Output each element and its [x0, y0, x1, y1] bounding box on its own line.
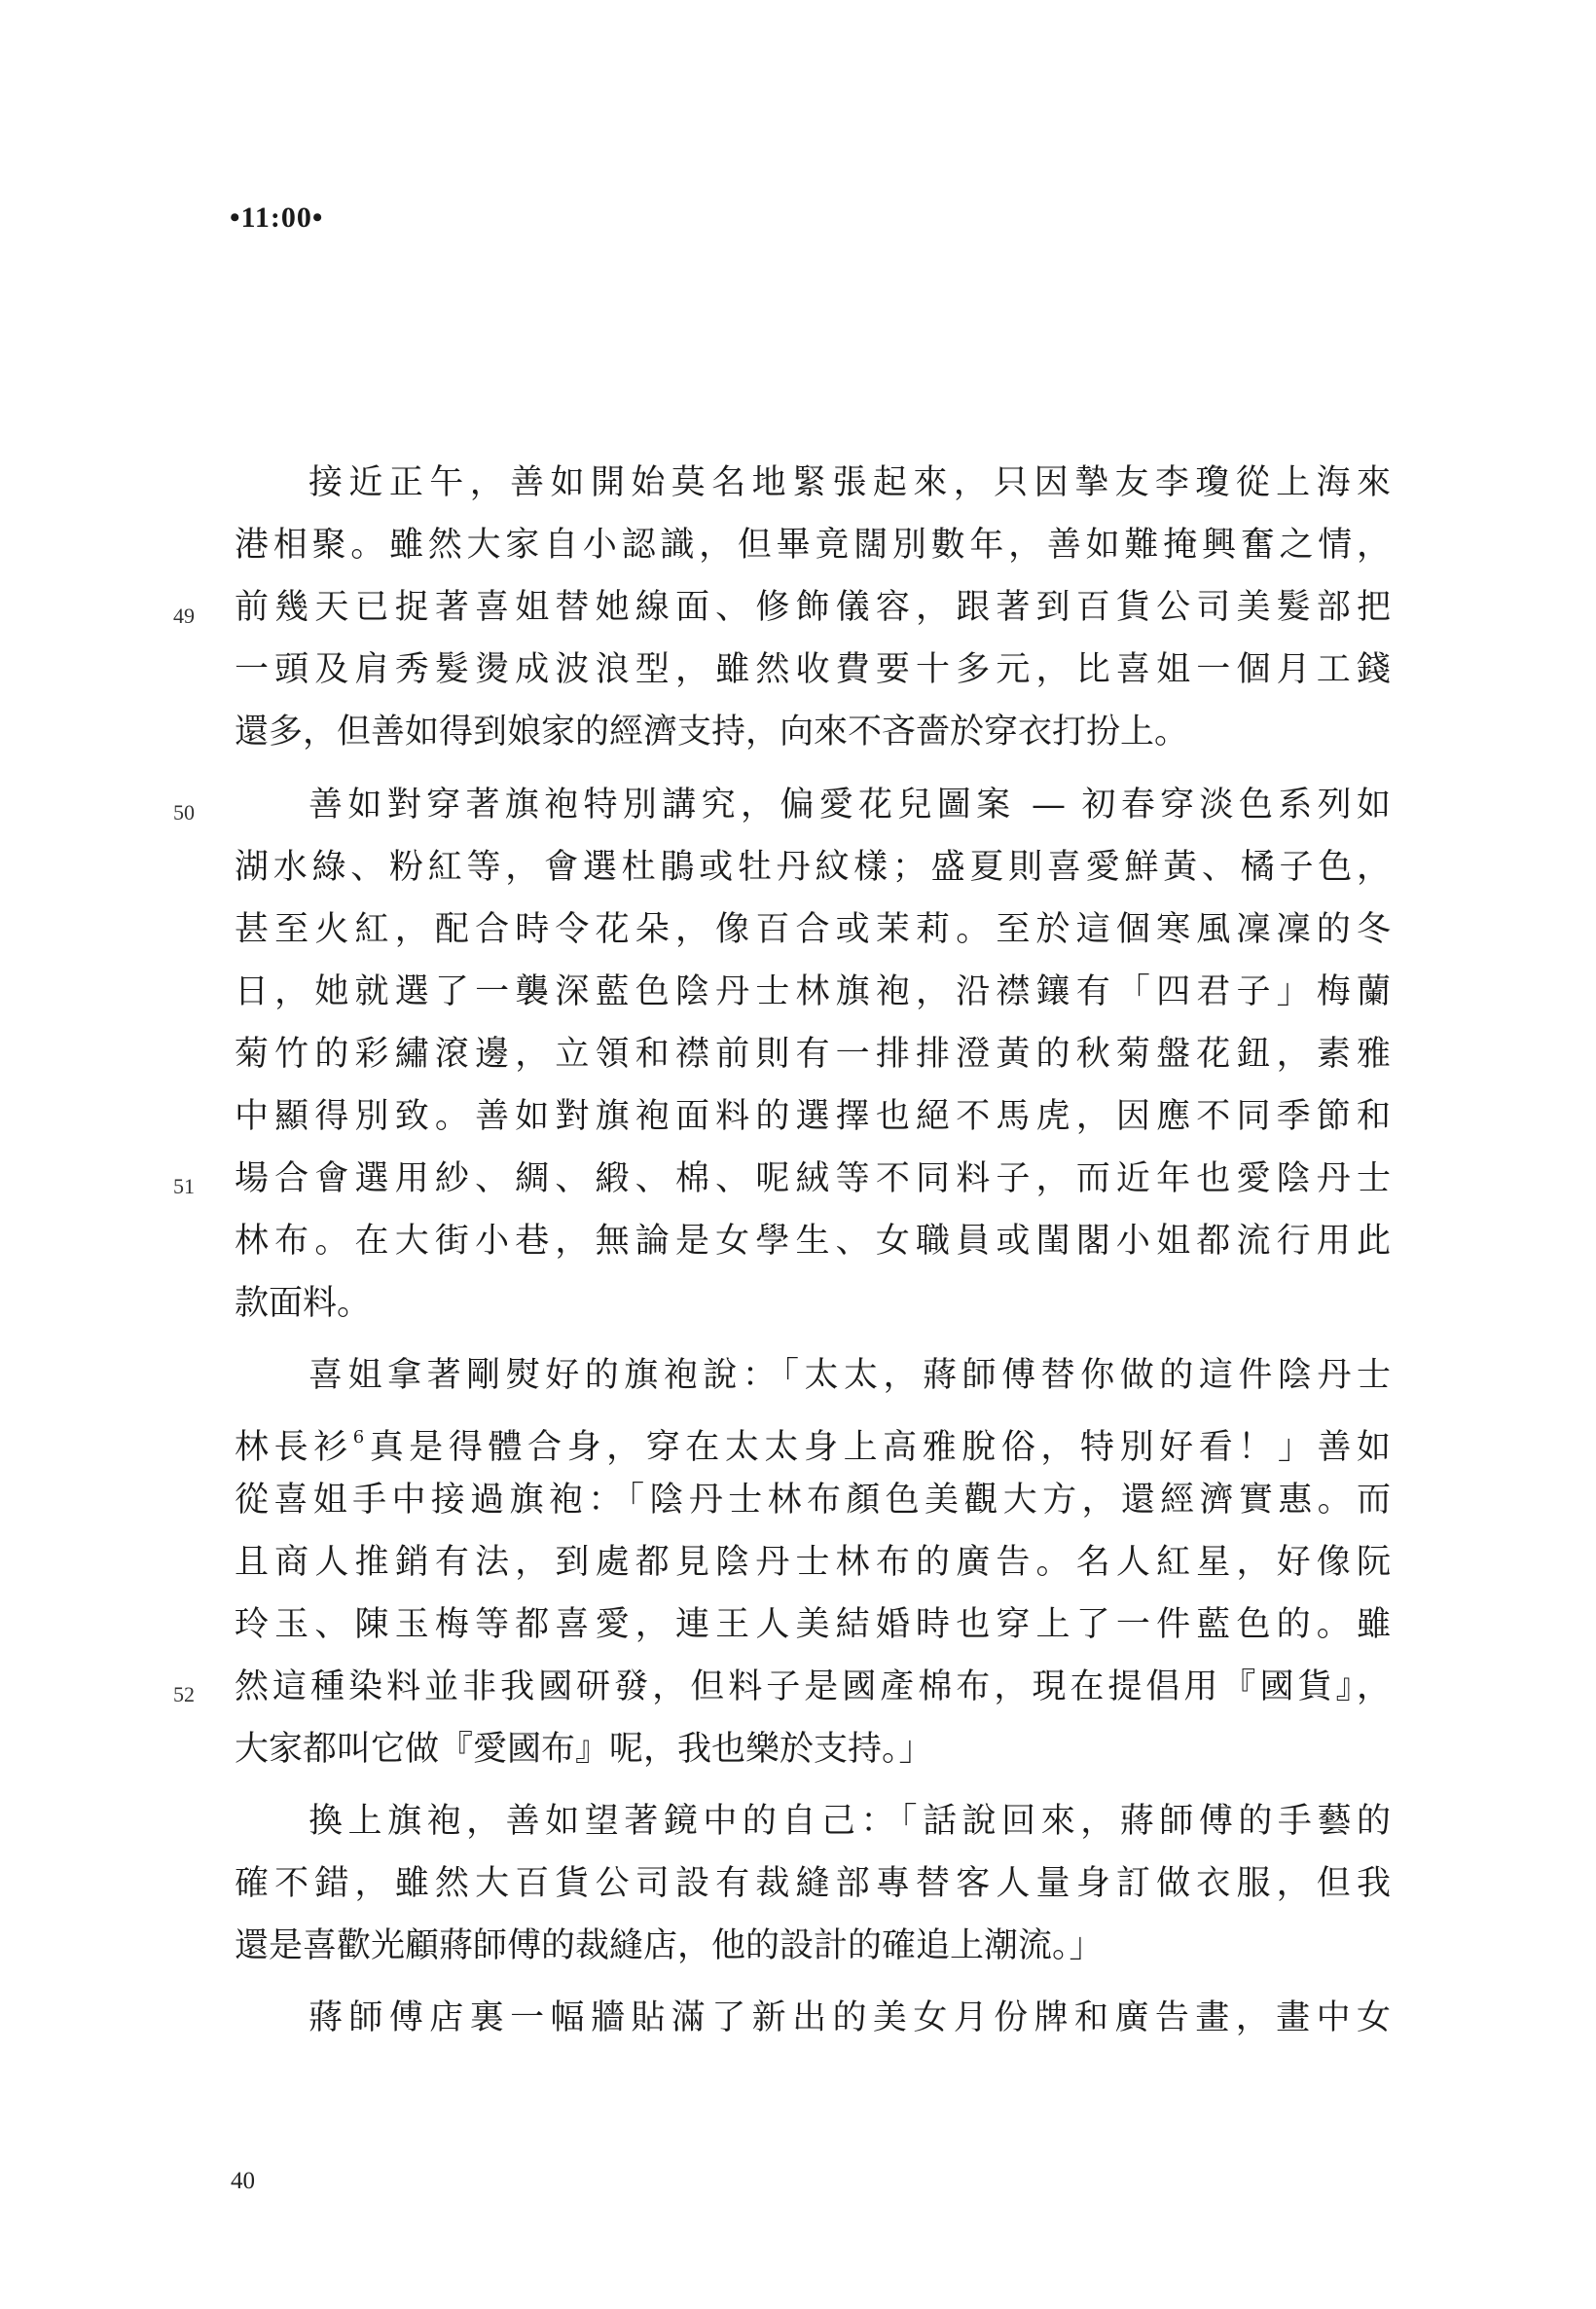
- chapter-time-header: •11:00•: [230, 202, 324, 234]
- text-line: 前幾天已捉著喜姐替她線面、修飾儀容，跟著到百貨公司美髮部把: [235, 588, 1391, 627]
- text-line: 善如對穿著旗袍特別講究，偏愛花兒圖案 — 初春穿淡色系列如: [308, 786, 1391, 825]
- text-line: 一頭及肩秀髮燙成波浪型，雖然收費要十多元，比喜姐一個月工錢: [235, 650, 1391, 689]
- text-line: 菊竹的彩繡滾邊，立領和襟前則有一排排澄黃的秋菊盤花鈕，素雅: [235, 1035, 1391, 1074]
- text-line: 大家都叫它做『愛國布』呢，我也樂於支持。」: [235, 1730, 933, 1769]
- text-segment: 真是得體合身，穿在太太身上高雅脫俗，特別好看！」善如: [364, 1428, 1391, 1467]
- text-line: 從喜姐手中接過旗袍：「陰丹士林布顏色美觀大方，還經濟實惠。而: [235, 1481, 1391, 1520]
- text-line: 甚至火紅，配合時令花朵，像百合或茉莉。至於這個寒風凜凜的冬: [235, 910, 1391, 949]
- text-segment: 林長衫: [235, 1428, 353, 1467]
- margin-marker: 50: [173, 800, 195, 825]
- text-line: 日，她就選了一襲深藍色陰丹士林旗袍，沿襟鑲有「四君子」梅蘭: [235, 972, 1391, 1011]
- margin-marker: 52: [173, 1682, 195, 1706]
- text-line: 款面料。: [235, 1284, 372, 1323]
- margin-marker: 51: [173, 1174, 195, 1198]
- text-line: 接近正午，善如開始莫名地緊張起來，只因摯友李瓊從上海來: [308, 463, 1391, 502]
- text-line: 林布。在大街小巷，無論是女學生、女職員或閨閣小姐都流行用此: [235, 1222, 1391, 1261]
- text-line: 玲玉、陳玉梅等都喜愛，連王人美結婚時也穿上了一件藍色的。雖: [235, 1605, 1391, 1644]
- text-line: [235, 1407, 1391, 1469]
- page-number: 40: [231, 2168, 255, 2194]
- text-line: 確不錯，雖然大百貨公司設有裁縫部專替客人量身訂做衣服，但我: [235, 1864, 1391, 1903]
- text-line: 場合會選用紗、綢、緞、棉、呢絨等不同料子，而近年也愛陰丹士: [235, 1159, 1391, 1198]
- text-line: 還多，但善如得到娘家的經濟支持，向來不吝嗇於穿衣打扮上。: [235, 713, 1189, 751]
- text-line: 且商人推銷有法，到處都見陰丹士林布的廣告。名人紅星，好像阮: [235, 1543, 1391, 1582]
- text-line: 然這種染料並非我國研發，但料子是國產棉布，現在提倡用『國貨』，: [235, 1668, 1391, 1706]
- text-line: 換上旗袍，善如望著鏡中的自己：「話說回來，蔣師傅的手藝的: [308, 1802, 1391, 1841]
- text-line: 中顯得別致。善如對旗袍面料的選擇也絕不馬虎，因應不同季節和: [235, 1097, 1391, 1136]
- text-line: 港相聚。雖然大家自小認識，但畢竟闊別數年，善如難掩興奮之情，: [235, 526, 1391, 565]
- text-line: 蔣師傅店裏一幅牆貼滿了新出的美女月份牌和廣告畫，畫中女: [308, 1998, 1391, 2037]
- text-line: 還是喜歡光顧蔣師傅的裁縫店，他的設計的確追上潮流。」: [235, 1926, 1104, 1965]
- text-line: 湖水綠、粉紅等，會選杜鵑或牡丹紋樣；盛夏則喜愛鮮黃、橘子色，: [235, 848, 1391, 887]
- margin-marker: 49: [173, 604, 195, 628]
- footnote-ref: 6: [352, 1427, 365, 1448]
- text-line: 喜姐拿著剛熨好的旗袍說：「太太，蔣師傅替你做的這件陰丹士: [308, 1356, 1391, 1395]
